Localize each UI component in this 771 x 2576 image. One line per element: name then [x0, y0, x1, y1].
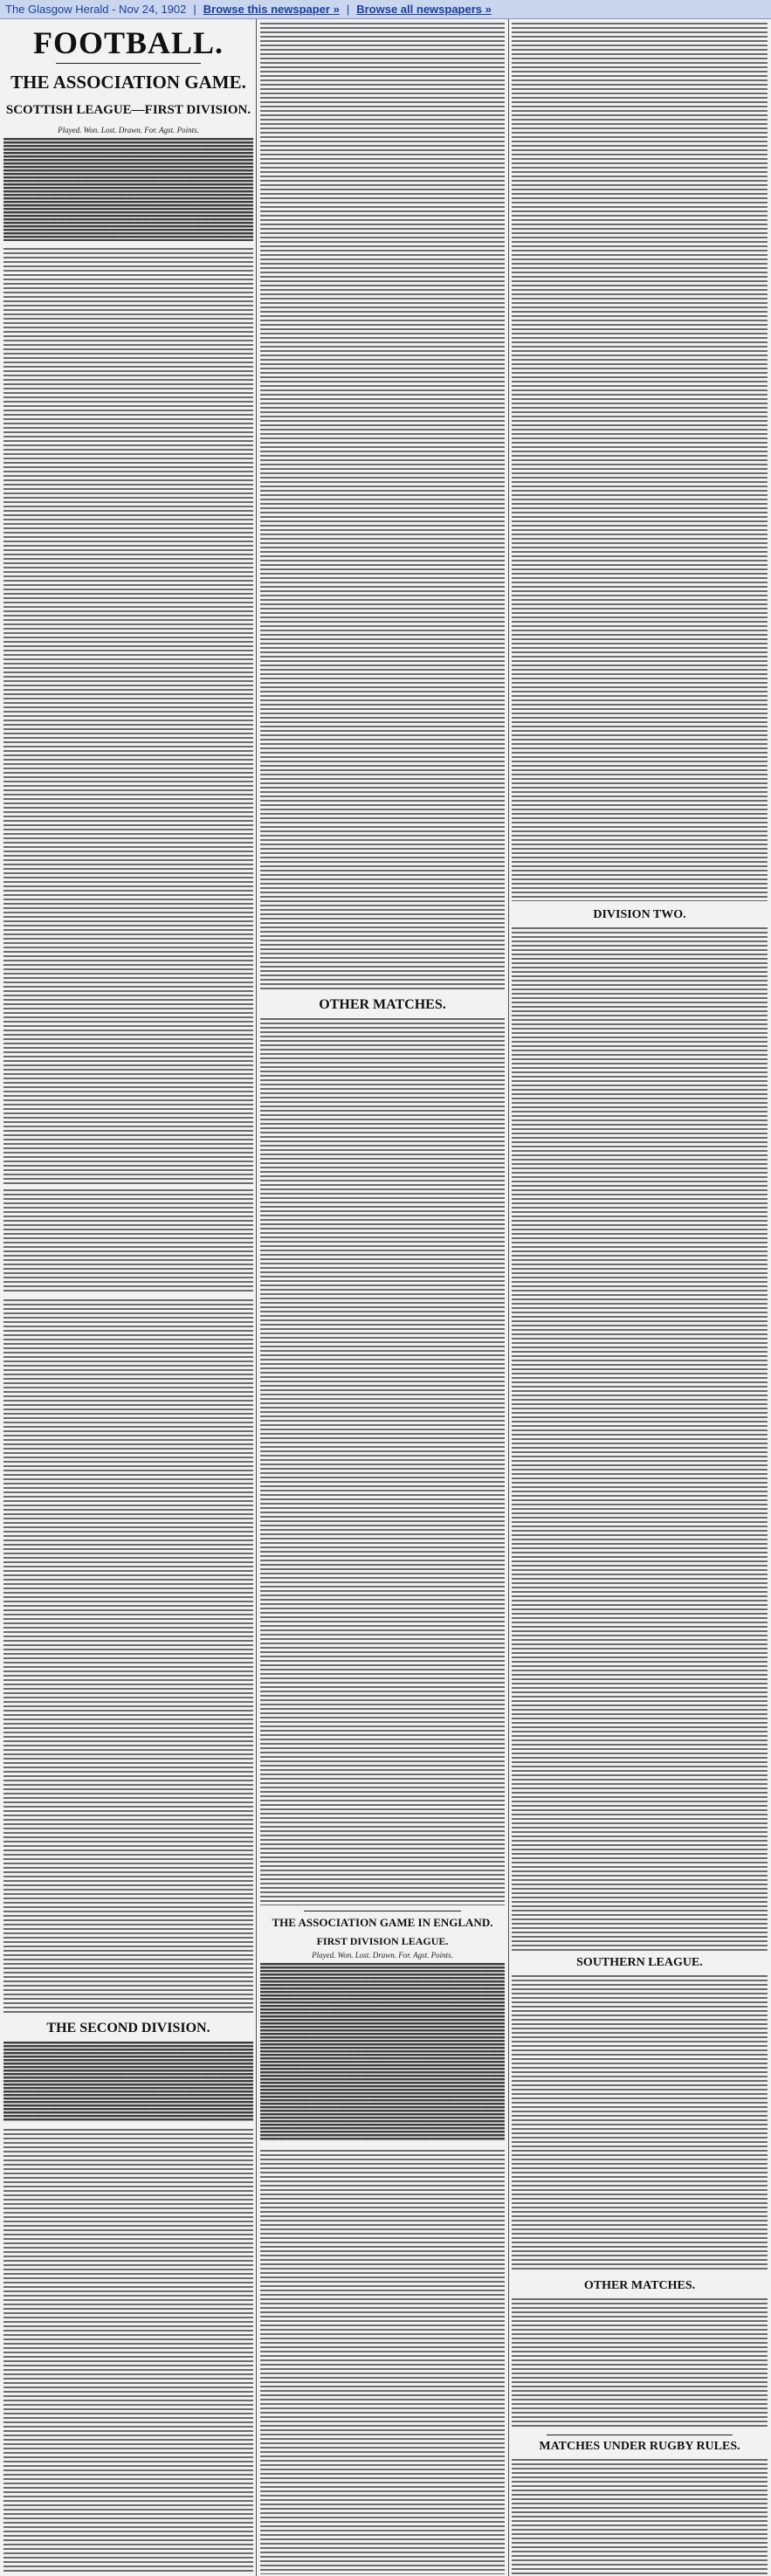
match-report-text: [512, 1975, 768, 2272]
match-report-text: [512, 927, 768, 1951]
match-report-text: [512, 2298, 768, 2429]
scottish-league-heading: SCOTTISH LEAGUE—FIRST DIVISION.: [5, 103, 251, 117]
match-report-text: [3, 1189, 253, 1294]
column-rule: [256, 19, 257, 2576]
match-report-text: [512, 2459, 768, 2574]
match-report-text: [260, 23, 505, 990]
division-two-heading: DIVISION TWO.: [593, 908, 686, 921]
separator: |: [193, 3, 196, 16]
other-matches-heading-2: OTHER MATCHES.: [583, 2279, 696, 2292]
column-3: [512, 19, 768, 2576]
column-1: [3, 19, 253, 2576]
southern-league-heading: SOUTHERN LEAGUE.: [576, 1956, 703, 1969]
association-game-heading: THE ASSOCIATION GAME.: [10, 72, 246, 93]
publication-title: The Glasgow Herald - Nov 24, 1902: [5, 3, 187, 16]
column-2: [260, 19, 505, 2576]
column-rule: [508, 19, 509, 2576]
match-report-text: [3, 248, 253, 1184]
divider: [56, 63, 201, 64]
second-division-heading: THE SECOND DIVISION.: [46, 2021, 210, 2035]
match-report-text: [260, 2150, 505, 2574]
match-report-text: [512, 23, 768, 901]
league-table-header: Played. Won. Lost. Drawn. For. Agst. Points.: [312, 1951, 453, 1960]
match-report-text: [3, 1299, 253, 2015]
league-table-england-first-division: [260, 1963, 505, 2141]
league-table-first-division: [3, 138, 253, 241]
newspaper-page[interactable]: [0, 19, 771, 2576]
browser-topbar: [0, 0, 771, 19]
first-division-league-heading: FIRST DIVISION LEAGUE.: [316, 1935, 449, 1947]
rugby-rules-heading: MATCHES UNDER RUGBY RULES.: [539, 2440, 740, 2453]
match-report-text: [260, 1018, 505, 1905]
separator: |: [346, 3, 350, 16]
other-matches-heading: OTHER MATCHES.: [319, 997, 446, 1012]
football-heading: FOOTBALL.: [32, 25, 224, 60]
browse-all-newspapers-link[interactable]: Browse all newspapers »: [356, 3, 492, 16]
league-table-second-division: [3, 2042, 253, 2122]
association-game-england-heading: THE ASSOCIATION GAME IN ENGLAND.: [272, 1916, 493, 1929]
league-table-header: Played. Won. Lost. Drawn. For. Agst. Points.: [58, 126, 199, 134]
browse-this-newspaper-link[interactable]: Browse this newspaper »: [203, 3, 340, 16]
match-report-text: [3, 2129, 253, 2574]
